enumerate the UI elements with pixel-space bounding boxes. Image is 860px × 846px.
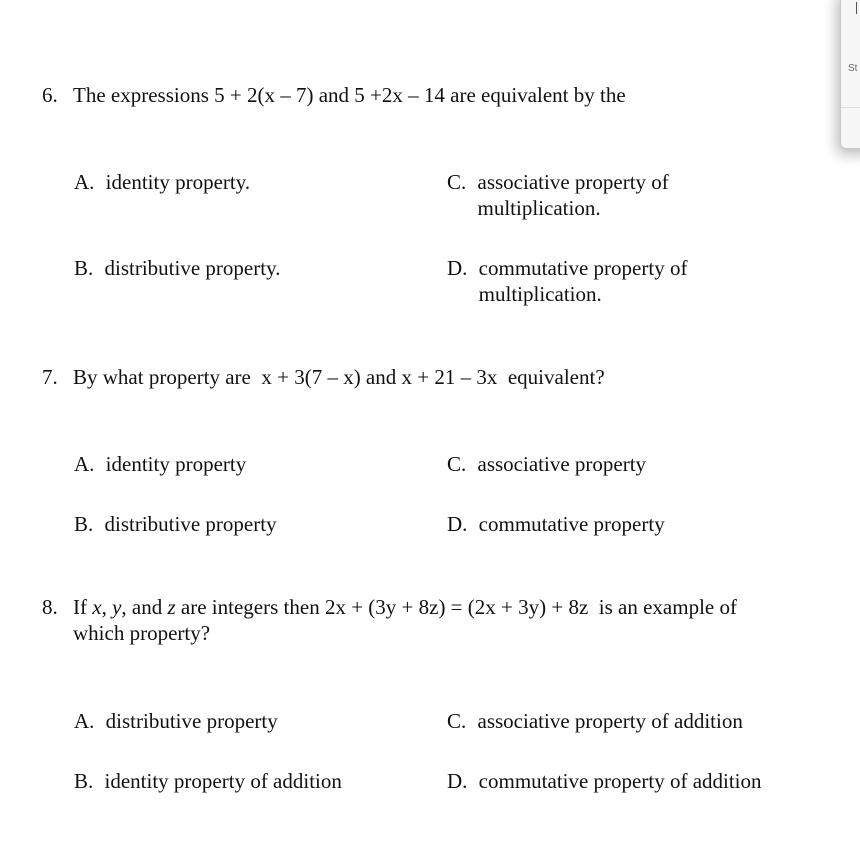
option-letter: C. (447, 170, 467, 194)
option-text-line: associative property of (477, 170, 669, 194)
option-text: associative property (477, 452, 647, 476)
stem-prefix: If (73, 595, 93, 619)
option-letter: D. (447, 769, 468, 793)
option-letter: D. (447, 256, 468, 280)
option-text: distributive property (104, 512, 277, 536)
option-letter: D. (447, 512, 468, 536)
option-text: identity property. (105, 170, 251, 194)
side-panel-edge-mark (856, 2, 857, 14)
option-b[interactable] (74, 255, 280, 281)
option-c[interactable] (447, 451, 646, 477)
side-panel (840, 0, 860, 149)
option-text: identity property of addition (104, 769, 342, 793)
option-c[interactable] (447, 169, 669, 221)
option-text: associative property of addition (477, 709, 743, 733)
variable-y: y (112, 595, 122, 619)
option-d[interactable] (447, 768, 762, 794)
option-text: distributive property. (104, 256, 281, 280)
question-number: 6. (42, 83, 58, 107)
question-stem (73, 594, 737, 620)
question-number: 7. (42, 365, 58, 389)
variable-x: x (92, 595, 102, 619)
option-text-line: multiplication. (477, 196, 601, 220)
option-letter: A. (74, 709, 95, 733)
option-text: commutative property of addition (478, 769, 762, 793)
option-text: distributive property (105, 709, 278, 733)
variable-z: z (167, 595, 176, 619)
option-a[interactable] (74, 451, 246, 477)
option-d[interactable] (447, 255, 687, 307)
option-letter: A. (74, 452, 95, 476)
option-text: identity property (105, 452, 247, 476)
stem-separator: , and (121, 595, 168, 619)
question-number: 8. (42, 595, 58, 619)
option-a[interactable] (74, 169, 250, 195)
option-text: commutative property (478, 512, 665, 536)
option-letter: C. (447, 452, 467, 476)
side-panel-divider (841, 107, 860, 108)
option-c[interactable] (447, 708, 743, 734)
stem-suffix: are integers then 2x + (3y + 8z) = (2x + 3y) + 8z is an example of (175, 595, 737, 619)
question-stem-continuation: which property? (73, 621, 211, 645)
option-b[interactable] (74, 768, 342, 794)
question-stem: The expressions 5 + 2(x – 7) and 5 +2x – 14 are equivalent by the (73, 83, 626, 107)
option-text (479, 255, 688, 307)
option-text (478, 169, 669, 221)
stem-separator: , (101, 595, 113, 619)
option-a[interactable] (74, 708, 278, 734)
side-panel-label: St (848, 63, 858, 74)
option-text-line: multiplication. (478, 282, 602, 306)
option-d[interactable] (447, 511, 665, 537)
option-letter: B. (74, 769, 94, 793)
option-text-line: commutative property of (478, 256, 688, 280)
question-stem: By what property are x + 3(7 – x) and x + 21 – 3x equivalent? (73, 365, 605, 389)
option-b[interactable] (74, 511, 277, 537)
option-letter: B. (74, 256, 94, 280)
option-letter: C. (447, 709, 467, 733)
option-letter: B. (74, 512, 94, 536)
option-letter: A. (74, 170, 95, 194)
